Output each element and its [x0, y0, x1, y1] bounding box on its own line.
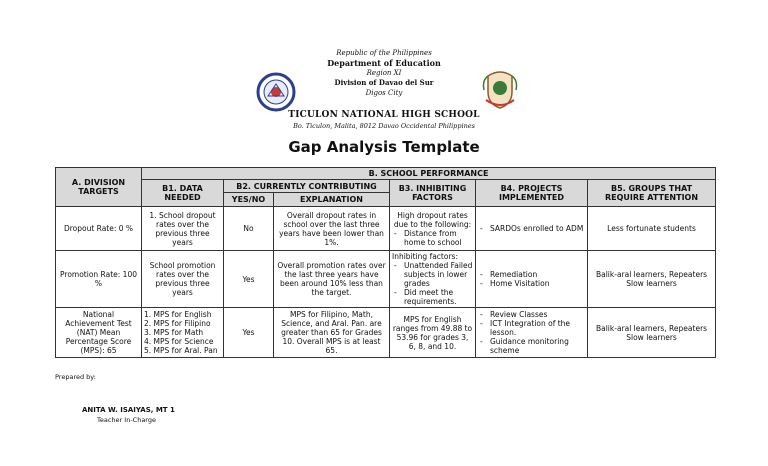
- projects-cell: [476, 308, 588, 358]
- inhibiting-list: [392, 261, 473, 306]
- groups-attention-header: B5. GROUPS THAT REQUIRE ATTENTION: [588, 180, 716, 207]
- department-line: Department of Education: [327, 58, 441, 68]
- inhibiting-list: [392, 229, 473, 247]
- yes-no-header: YES/NO: [224, 193, 274, 207]
- yes-no-cell: Yes: [224, 251, 274, 308]
- school-address: Bo. Ticulon, Malita, 8012 Davao Occidental Philippines: [293, 122, 475, 130]
- inhibiting-factors-header: B3. INHIBITING FACTORS: [390, 180, 476, 207]
- projects-list: [478, 310, 585, 355]
- signer-name: ANITA W. ISAIYAS, MT 1: [82, 406, 175, 414]
- list-item: - ICT Integration of the lesson.: [478, 319, 585, 337]
- projects-list: [478, 224, 585, 233]
- signer-role: Teacher In-Charge: [97, 416, 156, 424]
- target-cell: National Achievement Test (NAT) Mean Percentage Score (MPS): 65: [56, 308, 142, 358]
- table-row: [56, 207, 716, 251]
- deped-seal-icon: [256, 72, 296, 112]
- inhibiting-intro: Inhibiting factors:: [392, 252, 458, 261]
- list-item: - Did meet the requirements.: [392, 288, 473, 306]
- gap-analysis-table: [55, 167, 716, 358]
- list-item: - SARDOs enrolled to ADM: [478, 224, 585, 233]
- prepared-by-label: Prepared by:: [55, 373, 96, 381]
- groups-cell: Balik-aral learners, Repeaters Slow learners: [588, 251, 716, 308]
- list-item: - Home Visitation: [478, 279, 585, 288]
- table-row: [56, 308, 716, 358]
- list-item: - Guidance monitoring scheme: [478, 337, 585, 355]
- projects-list: [478, 270, 585, 288]
- school-seal-icon: [482, 70, 518, 110]
- list-item: - Unattended Failed subjects in lower grades: [392, 261, 473, 288]
- explanation-header: EXPLANATION: [274, 193, 390, 207]
- inhibiting-cell: [390, 207, 476, 251]
- explanation-cell: MPS for Filipino, Math, Science, and Aral. Pan. are greater than 65 for Grades 10. Overall MPS is at least 65.: [274, 308, 390, 358]
- groups-cell: Less fortunate students: [588, 207, 716, 251]
- yes-no-cell: No: [224, 207, 274, 251]
- inhibiting-intro: High dropout rates due to the following:: [393, 210, 472, 229]
- list-item: 1. MPS for English: [144, 310, 212, 319]
- division-targets-header: A. DIVISION TARGETS: [56, 168, 142, 207]
- page-title: Gap Analysis Template: [288, 138, 480, 156]
- explanation-cell: Overall dropout rates in school over the last three years have been lower than 1%.: [274, 207, 390, 251]
- division-line: Division of Davao del Sur: [334, 78, 434, 87]
- data-needed-cell: School promotion rates over the previous three years: [142, 251, 224, 308]
- school-name: TICULON NATIONAL HIGH SCHOOL: [288, 110, 480, 120]
- letterhead: [0, 48, 768, 98]
- data-needed-cell: [142, 308, 224, 358]
- list-item: 2. MPS for Filipino: [144, 319, 211, 328]
- list-item: - Remediation: [478, 270, 585, 279]
- data-needed-cell: 1. School dropout rates over the previous three years: [142, 207, 224, 251]
- inhibiting-cell: MPS for English ranges from 49.88 to 53.96 for grades 3, 6, 8, and 10.: [390, 308, 476, 358]
- projects-cell: [476, 207, 588, 251]
- currently-contributing-header: B2. CURRENTLY CONTRIBUTING: [224, 180, 390, 193]
- inhibiting-cell: [390, 251, 476, 308]
- list-item: 4. MPS for Science: [144, 337, 214, 346]
- republic-line: Republic of the Philippines: [336, 49, 432, 57]
- explanation-cell: Overall promotion rates over the last three years have been around 10% less than the target.: [274, 251, 390, 308]
- target-cell: Dropout Rate: 0 %: [56, 207, 142, 251]
- region-line: Region XI: [366, 69, 402, 77]
- school-performance-header: B. SCHOOL PERFORMANCE: [142, 168, 716, 180]
- list-item: - Distance from home to school: [392, 229, 473, 247]
- yes-no-cell: Yes: [224, 308, 274, 358]
- data-needed-header: B1. DATA NEEDED: [142, 180, 224, 207]
- list-item: 5. MPS for Aral. Pan: [144, 346, 218, 355]
- list-item: - Review Classes: [478, 310, 585, 319]
- target-cell: Promotion Rate: 100 %: [56, 251, 142, 308]
- projects-implemented-header: B4. PROJECTS IMPLEMENTED: [476, 180, 588, 207]
- city-line: Digos City: [365, 89, 403, 97]
- projects-cell: [476, 251, 588, 308]
- table-row: [56, 251, 716, 308]
- groups-cell: Balik-aral learners, Repeaters Slow learners: [588, 308, 716, 358]
- list-item: 3. MPS for Math: [144, 328, 204, 337]
